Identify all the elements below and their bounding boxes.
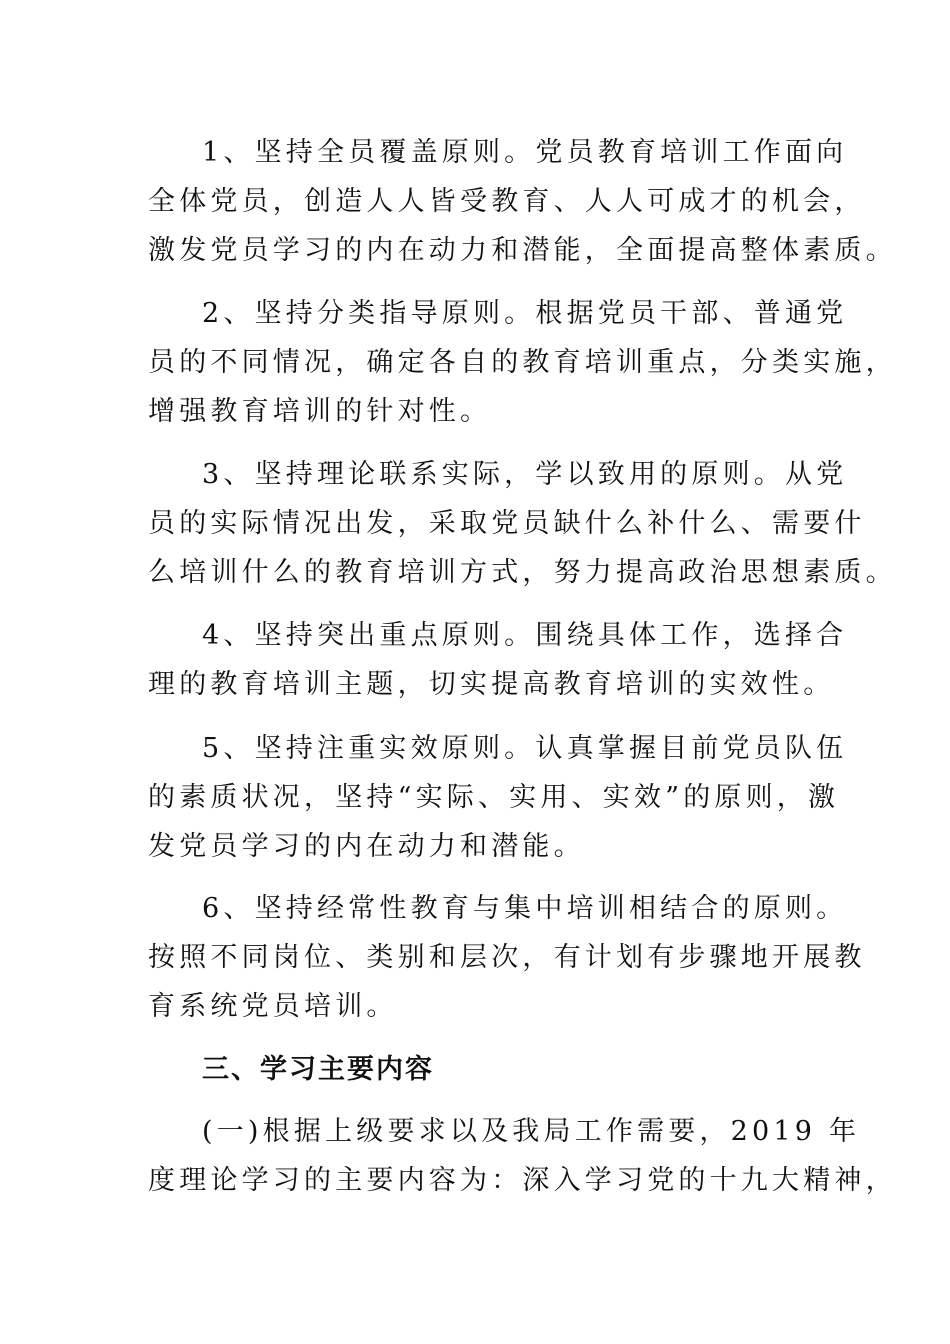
last-paragraph-line-2: 度理论学习的主要内容为：深入学习党的十九大精神， [148, 1165, 897, 1196]
paragraph-3-line-1: 3、坚持理论联系实际，学以致用的原则。从党 [202, 459, 848, 490]
paragraph-6-line-1: 6、坚持经常性教育与集中培训相结合的原则。 [202, 893, 848, 924]
paragraph-6-line-2: 按照不同岗位、类别和层次，有计划有步骤地开展教 [148, 942, 866, 973]
paragraph-1-line-3: 激发党员学习的内在动力和潜能，全面提高整体素质。 [148, 235, 897, 266]
paragraph-3-line-2: 员的实际情况出发，采取党员缺什么补什么、需要什 [148, 508, 866, 539]
last-paragraph-line-1: (一)根据上级要求以及我局工作需要，2019 年 [202, 1116, 861, 1147]
paragraph-2-line-3: 增强教育培训的针对性。 [148, 396, 492, 427]
paragraph-5-line-1: 5、坚持注重实效原则。认真掌握目前党员队伍 [202, 733, 848, 764]
paragraph-3-line-3: 么培训什么的教育培训方式，努力提高政治思想素质。 [148, 557, 897, 588]
paragraph-1-line-2: 全体党员，创造人人皆受教育、人人可成才的机会， [148, 186, 866, 217]
paragraph-4-line-1: 4、坚持突出重点原则。围绕具体工作，选择合 [202, 620, 848, 651]
section-heading: 三、学习主要内容 [202, 1054, 434, 1085]
paragraph-2-line-1: 2、坚持分类指导原则。根据党员干部、普通党 [202, 298, 848, 329]
paragraph-5-line-2: 的素质状况，坚持“实际、实用、实效”的原则，激 [148, 782, 840, 813]
paragraph-2-line-2: 员的不同情况，确定各自的教育培训重点，分类实施， [148, 347, 897, 378]
paragraph-5-line-3: 发党员学习的内在动力和潜能。 [148, 831, 585, 862]
paragraph-1-line-1: 1、坚持全员覆盖原则。党员教育培训工作面向 [202, 137, 848, 168]
paragraph-4-line-2: 理的教育培训主题，切实提高教育培训的实效性。 [148, 669, 835, 700]
paragraph-6-line-3: 育系统党员培训。 [148, 991, 398, 1022]
